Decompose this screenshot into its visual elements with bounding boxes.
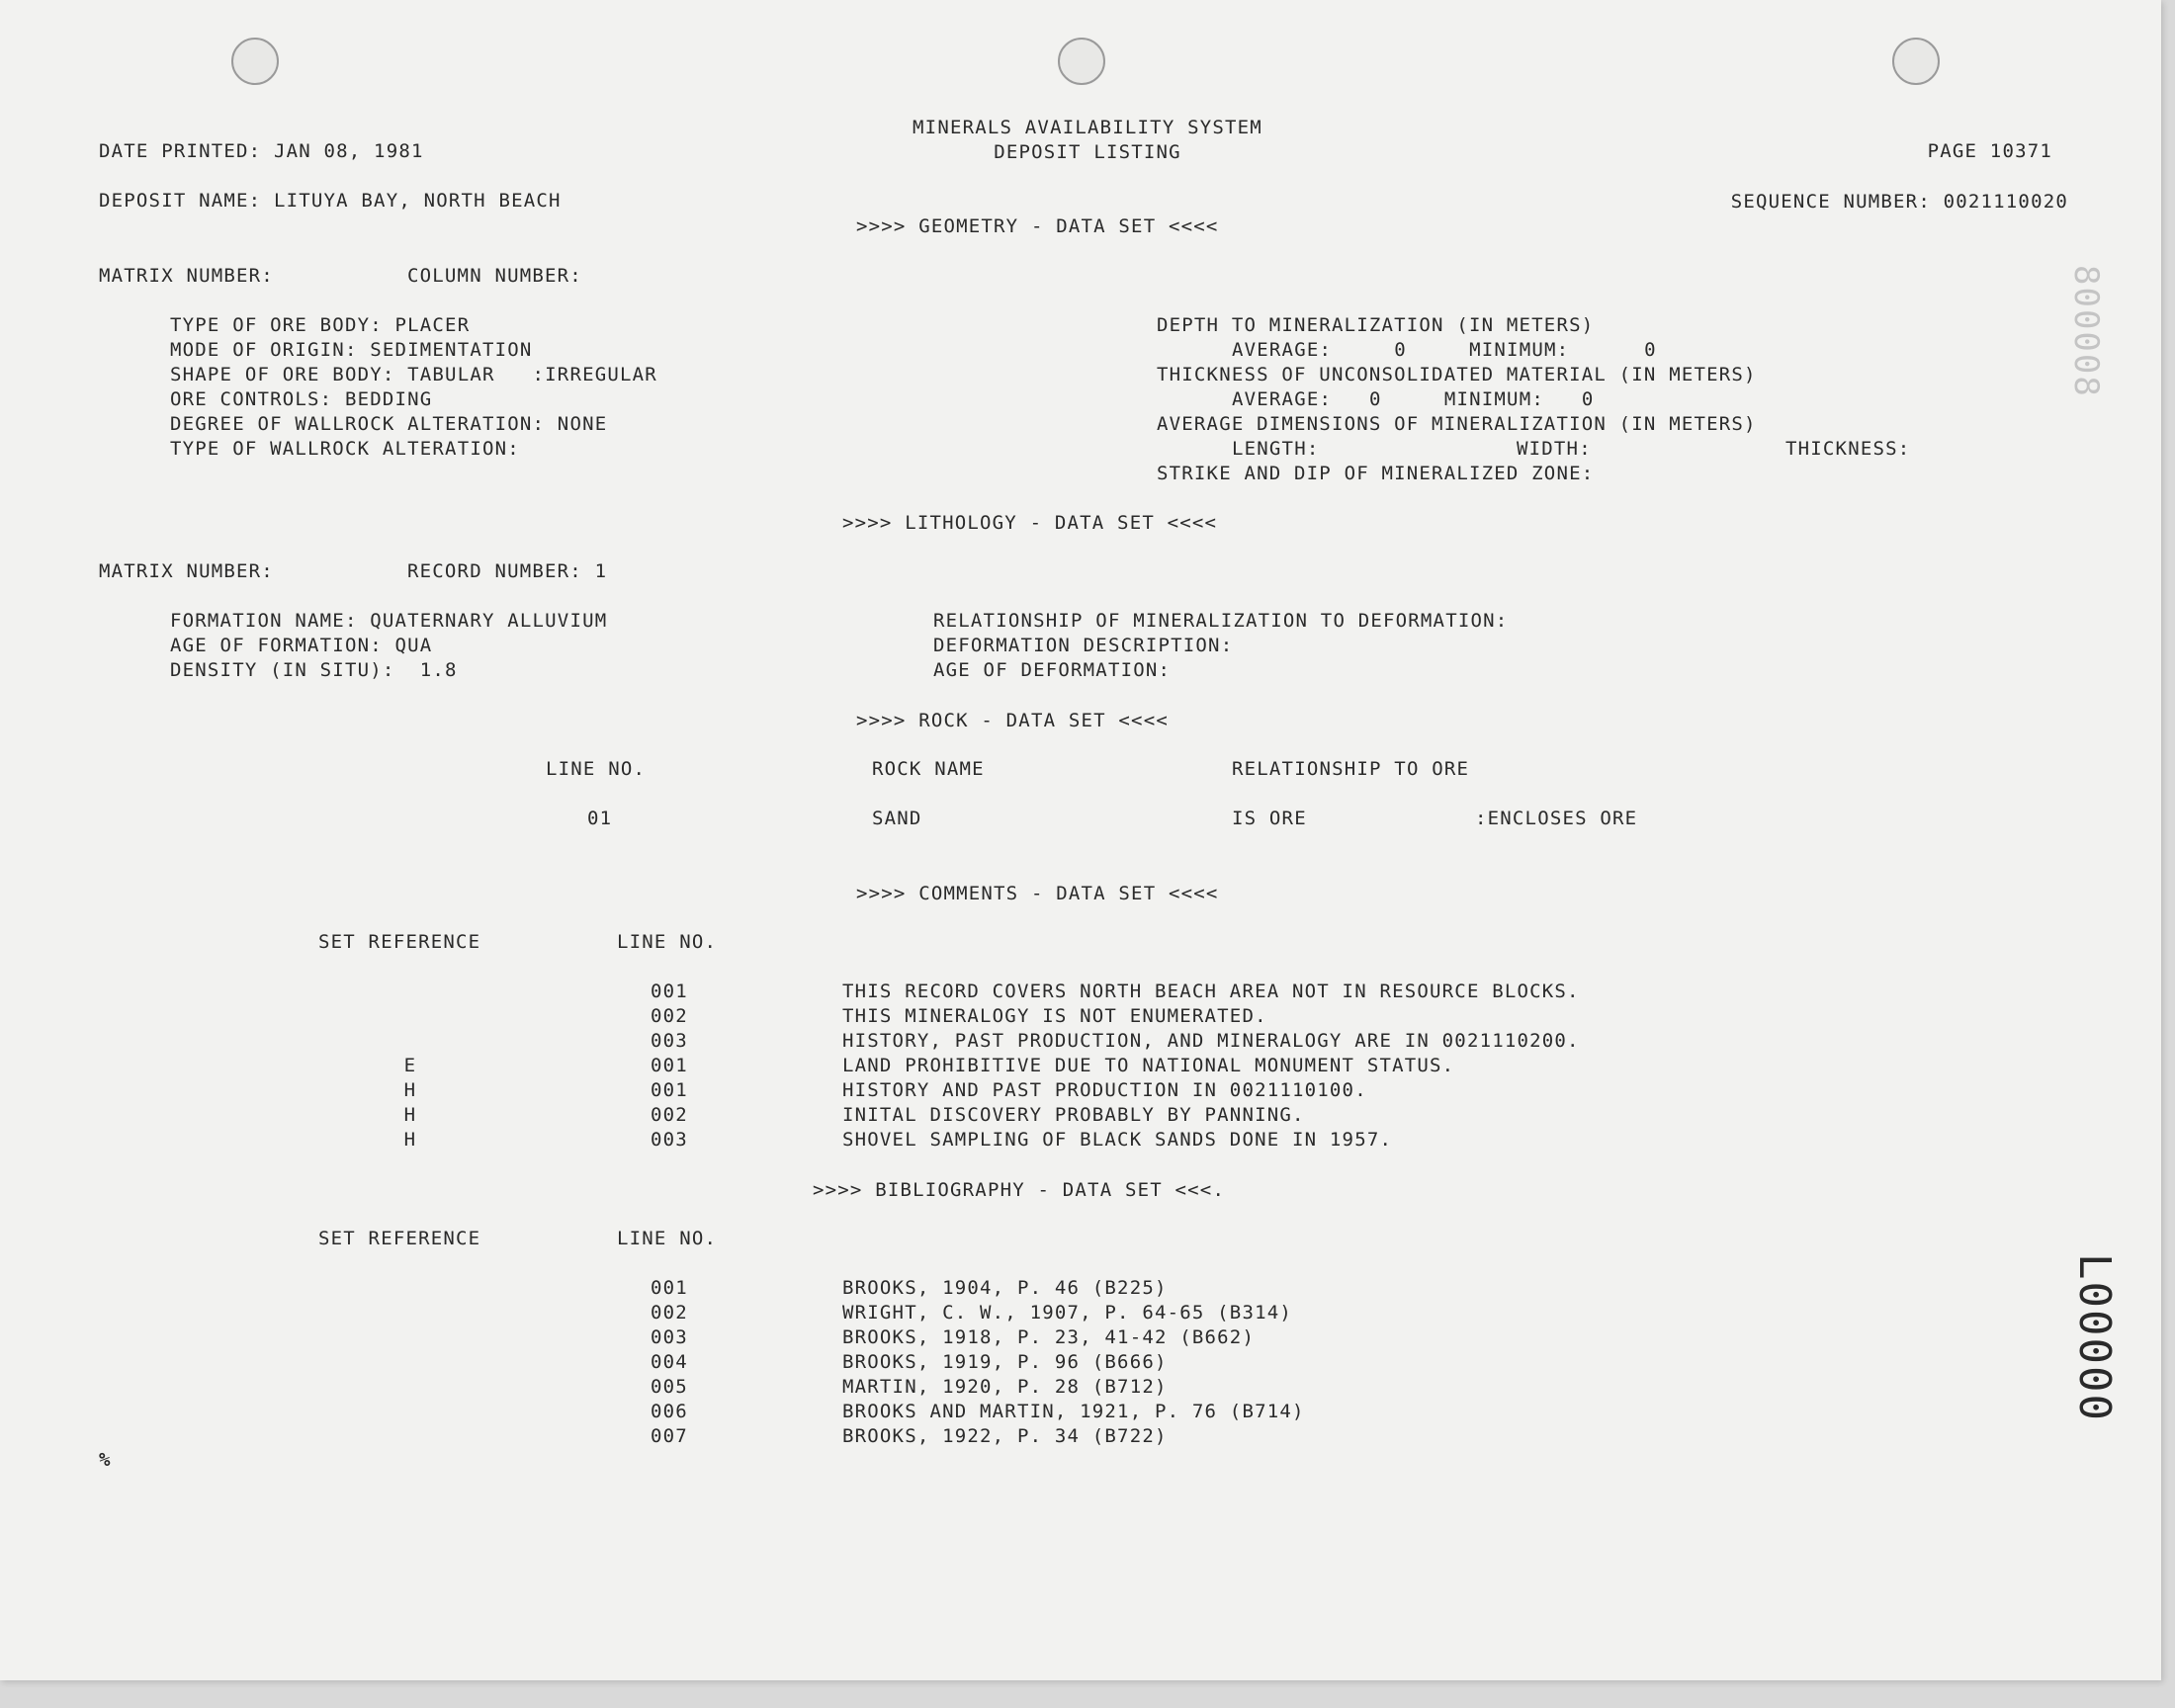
rock-col-relationship: RELATIONSHIP TO ORE [1232, 758, 1470, 780]
lithology-heading: >>>> LITHOLOGY - DATA SET <<<< [842, 512, 1218, 534]
dimension-length: LENGTH: [1232, 438, 1320, 460]
bibliography-col-line: LINE NO. [617, 1228, 718, 1249]
bibliography-line: 006 [651, 1401, 688, 1422]
comment-line: 001 [651, 981, 688, 1002]
wallrock-alteration-degree: DEGREE OF WALLROCK ALTERATION: NONE [170, 413, 608, 435]
formation-age: AGE OF FORMATION: QUA [170, 635, 433, 656]
comment-line: 003 [651, 1129, 688, 1151]
comments-heading: >>>> COMMENTS - DATA SET <<<< [856, 883, 1219, 904]
rock-col-rock-name: ROCK NAME [872, 758, 985, 780]
comment-text: INITAL DISCOVERY PROBABLY BY PANNING. [842, 1104, 1305, 1126]
geometry-column-number: COLUMN NUMBER: [407, 265, 582, 287]
bibliography-col-set-reference: SET REFERENCE [318, 1228, 481, 1249]
comment-set: H [403, 1079, 417, 1101]
comment-line: 002 [651, 1104, 688, 1126]
lithology-matrix-number: MATRIX NUMBER: [99, 560, 274, 582]
rock-row-name: SAND [872, 808, 922, 829]
comment-line: 001 [651, 1079, 688, 1101]
rock-heading: >>>> ROCK - DATA SET <<<< [856, 710, 1169, 731]
deformation-age: AGE OF DEFORMATION: [933, 659, 1172, 681]
comment-set: H [403, 1129, 417, 1151]
lithology-record-number: RECORD NUMBER: 1 [407, 560, 608, 582]
comment-line: 001 [651, 1055, 688, 1076]
wallrock-alteration-type: TYPE OF WALLROCK ALTERATION: [170, 438, 520, 460]
ore-body-type: TYPE OF ORE BODY: PLACER [170, 314, 471, 336]
bibliography-text: BROOKS, 1922, P. 34 (B722) [842, 1425, 1168, 1447]
bibliography-text: BROOKS AND MARTIN, 1921, P. 76 (B714) [842, 1401, 1305, 1422]
bibliography-line: 005 [651, 1376, 688, 1398]
formation-name: FORMATION NAME: QUATERNARY ALLUVIUM [170, 610, 608, 632]
comment-line: 002 [651, 1005, 688, 1027]
punch-hole-center [1058, 38, 1105, 85]
bibliography-text: MARTIN, 1920, P. 28 (B712) [842, 1376, 1168, 1398]
bibliography-line: 003 [651, 1326, 688, 1348]
dimension-width: WIDTH: [1517, 438, 1592, 460]
ore-body-shape: SHAPE OF ORE BODY: TABULAR :IRREGULAR [170, 364, 657, 385]
depth-label: DEPTH TO MINERALIZATION (IN METERS) [1157, 314, 1595, 336]
percent-mark: % [99, 1449, 112, 1471]
comment-text: THIS RECORD COVERS NORTH BEACH AREA NOT IN RESOURCE BLOCKS. [842, 981, 1580, 1002]
bibliography-line: 002 [651, 1302, 688, 1324]
rock-row-relationship-2: :ENCLOSES ORE [1475, 808, 1638, 829]
rock-col-line: LINE NO. [546, 758, 647, 780]
bibliography-text: BROOKS, 1904, P. 46 (B225) [842, 1277, 1168, 1299]
comment-text: LAND PROHIBITIVE DUE TO NATIONAL MONUMENT STATUS. [842, 1055, 1455, 1076]
listing-title: DEPOSIT LISTING [994, 141, 1181, 163]
comment-line: 003 [651, 1030, 688, 1052]
faint-side-number: 800008 [2066, 265, 2106, 398]
date-printed: DATE PRINTED: JAN 08, 1981 [99, 140, 424, 162]
comment-text: SHOVEL SAMPLING OF BLACK SANDS DONE IN 1957. [842, 1129, 1393, 1151]
comment-text: HISTORY, PAST PRODUCTION, AND MINERALOGY ARE IN 0021110200. [842, 1030, 1580, 1052]
rock-row-relationship-1: IS ORE [1232, 808, 1307, 829]
rock-row-line: 01 [587, 808, 613, 829]
deformation-relationship: RELATIONSHIP OF MINERALIZATION TO DEFORMATION: [933, 610, 1509, 632]
geometry-heading: >>>> GEOMETRY - DATA SET <<<< [856, 215, 1219, 237]
bibliography-heading: >>>> BIBLIOGRAPHY - DATA SET <<<. [813, 1179, 1226, 1201]
sequence-number: SEQUENCE NUMBER: 0021110020 [1730, 191, 2068, 213]
geometry-matrix-number: MATRIX NUMBER: [99, 265, 274, 287]
punch-hole-left [231, 38, 279, 85]
side-stamp-number: L00000 [2069, 1253, 2120, 1422]
comment-text: THIS MINERALOGY IS NOT ENUMERATED. [842, 1005, 1267, 1027]
density: DENSITY (IN SITU): 1.8 [170, 659, 458, 681]
comment-text: HISTORY AND PAST PRODUCTION IN 0021110100. [842, 1079, 1367, 1101]
strike-dip: STRIKE AND DIP OF MINERALIZED ZONE: [1157, 463, 1595, 484]
bibliography-text: WRIGHT, C. W., 1907, P. 64-65 (B314) [842, 1302, 1293, 1324]
thickness-values: AVERAGE: 0 MINIMUM: 0 [1232, 388, 1595, 410]
bibliography-line: 007 [651, 1425, 688, 1447]
comments-col-line: LINE NO. [617, 931, 718, 953]
system-title: MINERALS AVAILABILITY SYSTEM [913, 117, 1262, 138]
bibliography-text: BROOKS, 1919, P. 96 (B666) [842, 1351, 1168, 1373]
comment-set: E [403, 1055, 417, 1076]
bibliography-line: 001 [651, 1277, 688, 1299]
comment-set: H [403, 1104, 417, 1126]
deformation-description: DEFORMATION DESCRIPTION: [933, 635, 1234, 656]
ore-controls: ORE CONTROLS: BEDDING [170, 388, 433, 410]
comments-col-set-reference: SET REFERENCE [318, 931, 481, 953]
punch-hole-right [1892, 38, 1940, 85]
thickness-label: THICKNESS OF UNCONSOLIDATED MATERIAL (IN METERS) [1157, 364, 1757, 385]
mode-of-origin: MODE OF ORIGIN: SEDIMENTATION [170, 339, 533, 361]
depth-values: AVERAGE: 0 MINIMUM: 0 [1232, 339, 1657, 361]
deposit-name: DEPOSIT NAME: LITUYA BAY, NORTH BEACH [99, 190, 562, 212]
page-number: PAGE 10371 [1927, 140, 2052, 162]
bibliography-line: 004 [651, 1351, 688, 1373]
bibliography-text: BROOKS, 1918, P. 23, 41-42 (B662) [842, 1326, 1256, 1348]
dimensions-label: AVERAGE DIMENSIONS OF MINERALIZATION (IN METERS) [1157, 413, 1757, 435]
dimension-thickness: THICKNESS: [1785, 438, 1911, 460]
